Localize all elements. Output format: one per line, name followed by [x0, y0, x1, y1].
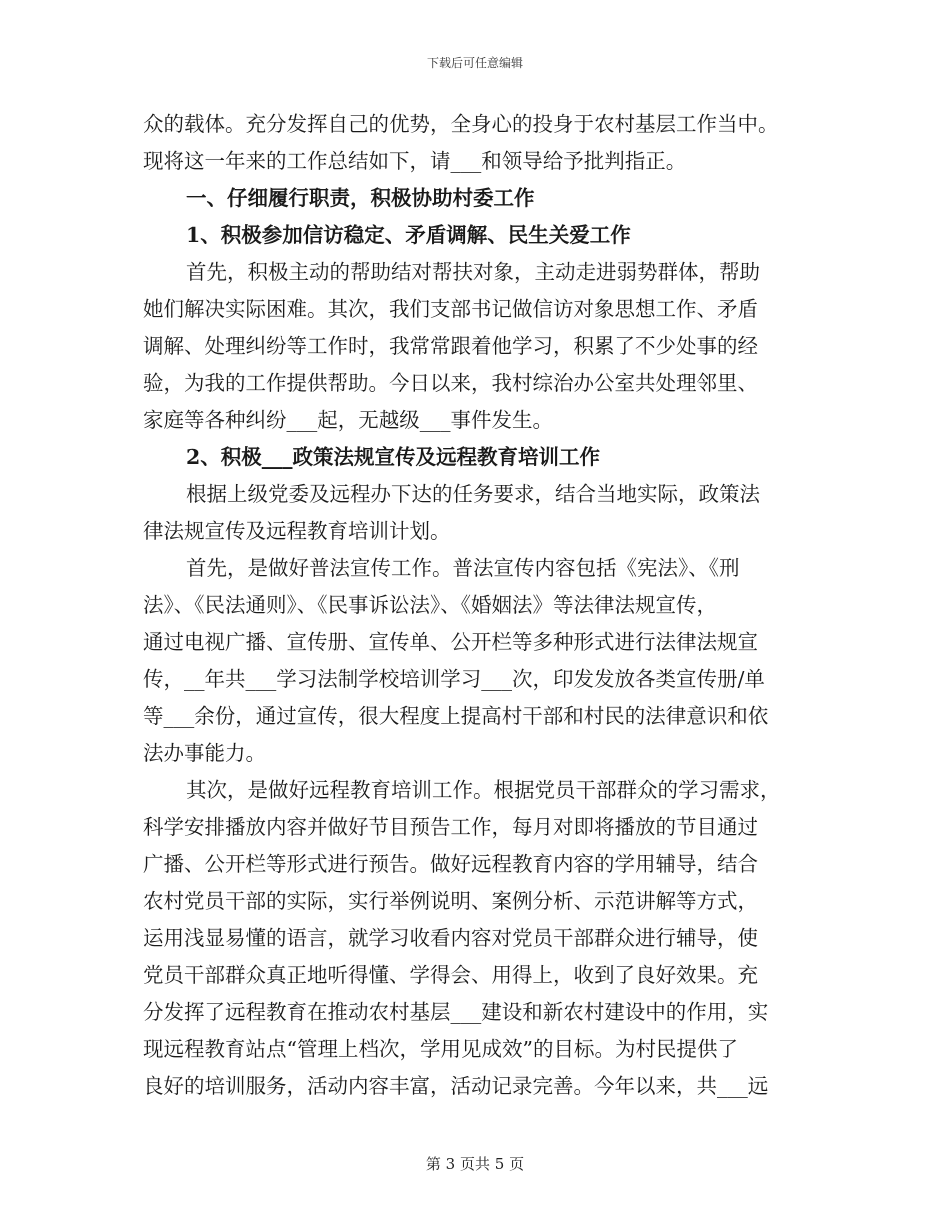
text-line: 农村党员干部的实际，实行举例说明、案例分析、示范讲解等方式，	[143, 889, 758, 913]
text-line: 首先，是做好普法宣传工作。普法宣传内容包括《宪法》、《刑	[186, 556, 740, 580]
page-header: 下载后可任意编辑	[426, 56, 523, 70]
text-line: 现远程教育站点“管理上档次，学用见成效”的目标。为村民提供了	[143, 1037, 738, 1061]
text-line: 其次，是做好远程教育培训工作。根据党员干部群众的学习需求，	[186, 778, 781, 802]
text-line: 法办事能力。	[143, 741, 266, 765]
text-line: 律法规宣传及远程教育培训计划。	[143, 519, 451, 543]
text-line: 家庭等各种纠纷___起，无越级___事件发生。	[143, 408, 553, 432]
text-line: 广播、公开栏等形式进行预告。做好远程教育内容的学用辅导，结合	[143, 852, 758, 876]
text-line: 运用浅显易懂的语言，就学习收看内容对党员干部群众进行辅导，使	[143, 926, 758, 950]
text-line: 分发挥了远程教育在推动农村基层___建设和新农村建设中的作用，实	[143, 1000, 769, 1024]
text-line: 科学安排播放内容并做好节目预告工作，每月对即将播放的节目通过	[143, 815, 758, 839]
text-line: 调解、处理纠纷等工作时，我常常跟着他学习，积累了不少处事的经	[143, 334, 758, 358]
text-line: 党员干部群众真正地听得懂、学得会、用得上，收到了良好效果。充	[143, 963, 758, 987]
section-heading: 1、积极参加信访稳定、矛盾调解、民生关爱工作	[186, 223, 631, 247]
text-line: 她们解决实际困难。其次，我们支部书记做信访对象思想工作、矛盾	[143, 297, 758, 321]
text-line: 传，__年共___学习法制学校培训学习___次，印发发放各类宣传册/单	[143, 667, 765, 691]
text-line: 首先，积极主动的帮助结对帮扶对象，主动走进弱势群体，帮助	[186, 260, 760, 284]
section-heading: 一、仔细履行职责，积极协助村委工作	[186, 186, 535, 210]
text-line: 法》、《民法通则》、《民事诉讼法》、《婚姻法》等法律法规宣传，	[143, 593, 717, 617]
section-heading: 2、积极___政策法规宣传及远程教育培训工作	[186, 445, 601, 469]
text-line: 通过电视广播、宣传册、宣传单、公开栏等多种形式进行法律法规宣	[143, 630, 758, 654]
document-body	[143, 106, 807, 1105]
text-line: 根据上级党委及远程办下达的任务要求，结合当地实际，政策法	[186, 482, 760, 506]
text-line: 现将这一年来的工作总结如下，请___和领导给予批判指正。	[143, 149, 687, 173]
page-number: 第 3 页共 5 页	[425, 1155, 525, 1173]
text-line: 验，为我的工作提供帮助。今日以来，我村综治办公室共处理邻里、	[143, 371, 758, 395]
text-line: 等___余份，通过宣传，很大程度上提高村干部和村民的法律意识和依	[143, 704, 769, 728]
text-line: 良好的培训服务，活动内容丰富，活动记录完善。今年以来，共___远	[143, 1074, 769, 1098]
text-line: 众的载体。充分发挥自己的优势，全身心的投身于农村基层工作当中。	[143, 112, 779, 136]
